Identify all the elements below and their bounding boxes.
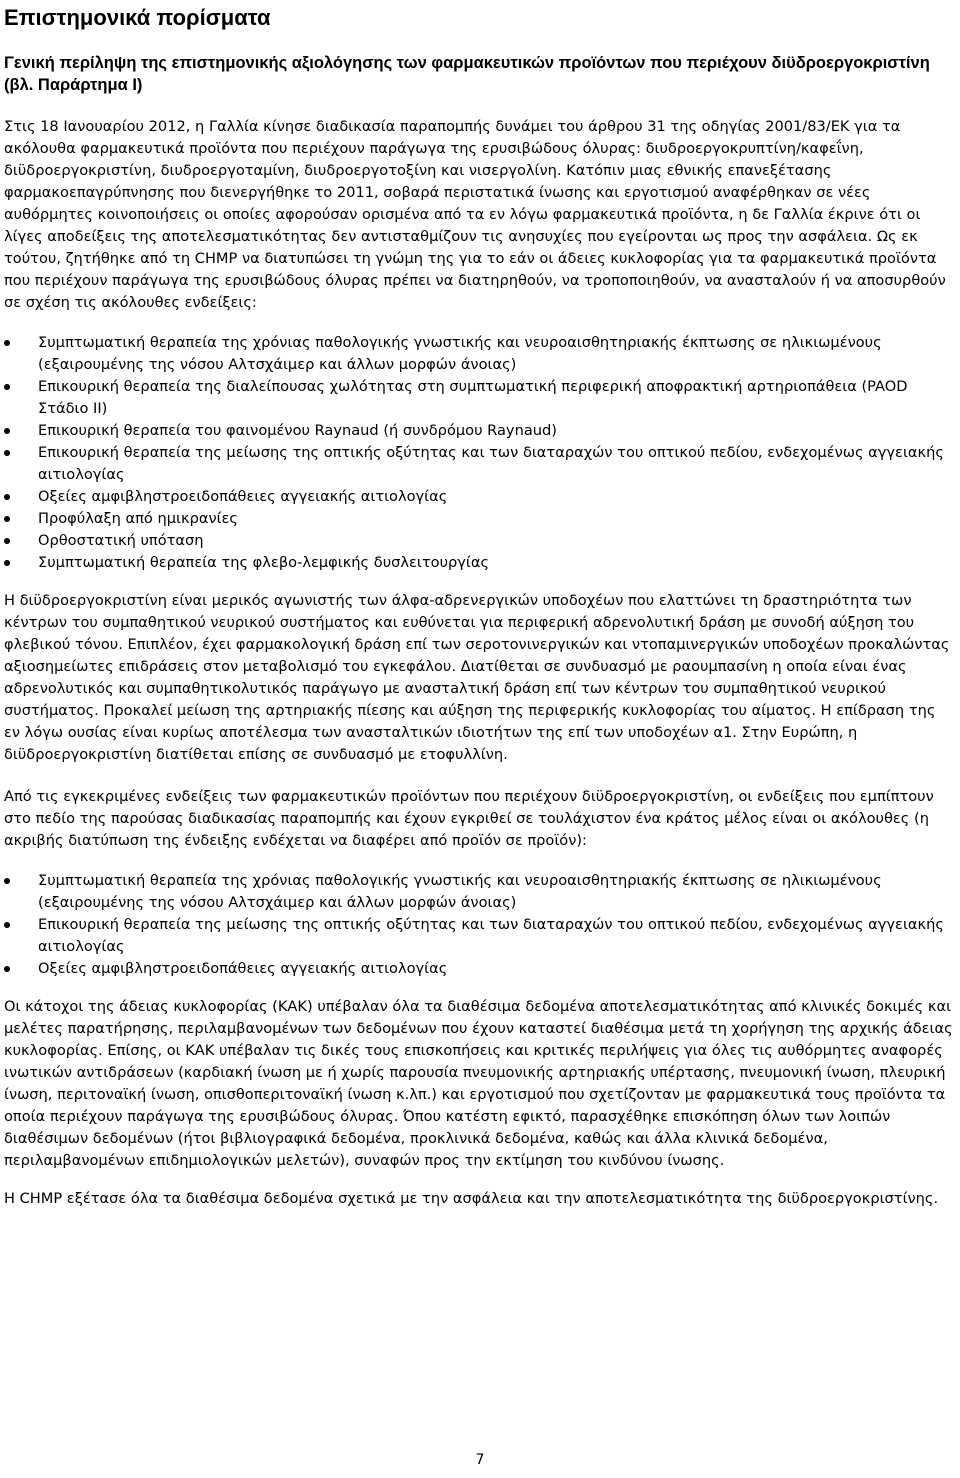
bullet-icon <box>4 494 10 500</box>
list-item <box>4 552 954 574</box>
section-subheading: Γενική περίληψη της επιστημονικής αξιολόγησης των φαρμακευτικών προϊόντων που περιέχουν διϋδροεργοκριστίνη (βλ. Παράρτημα Ι) <box>4 54 930 94</box>
bullet-icon <box>4 450 10 456</box>
mah-data-paragraph: Οι κάτοχοι της άδειας κυκλοφορίας (ΚΑΚ) υπέβαλαν όλα τα διαθέσιμα δεδομένα αποτελεσματικότητας από κλινικές δοκιμές και μελέτες παρατήρησης, περιλαμβανομένων των δεδομένων που έχουν καταστεί διαθέσιμα μετά τη χορήγηση της αρχικής άδειας κυκλοφορίας. Επίσης, οι ΚΑΚ υπέβαλαν τις δικές τους επισκοπήσεις και κριτικές περιλήψεις για όλες τις αυθόρμητες αναφορές ινωτικών αντιδράσεων (καρδιακή ίνωση με ή χωρίς παρουσία πνευμονικής αρτηριακής υπέρτασης, πνευμονική ίνωση, πλευρική ίνωση, περιτοναϊκή ίνωση, οπισθοπεριτοναϊκή ίνωση κ.λπ.) και εργοτισμού που σχετίζονταν με φαρμακευτικά τους προϊόντα τα οποία περιέχουν παράγωγα της ερυσιβώδους όλυρας. Όπου κατέστη εφικτό, παρασχέθηκε επισκόπηση όλων των λοιπών διαθέσιμων δεδομένων (ήτοι βιβλιογραφικά δεδομένα, προκλινικά δεδομένα, καθώς και άλλα κλινικά δεδομένα, περιλαμβανομένων επιδημιολογικών μελετών), συναφών προς την εκτίμηση του κινδύνου ίνωσης. <box>4 998 953 1169</box>
list-item <box>4 530 954 552</box>
bullet-icon <box>4 340 10 346</box>
page-number: 7 <box>475 1452 485 1468</box>
indications-list <box>4 332 954 574</box>
list-item-text: Ορθοστατική υπόταση <box>38 532 204 549</box>
list-item <box>4 958 954 980</box>
document-page <box>4 0 954 1210</box>
list-item-text: Επικουρική θεραπεία της μείωσης της οπτικής οξύτητας και των διαταραχών του οπτικού πεδίου, ενδεχομένως αγγειακής αιτιολογίας <box>38 444 944 483</box>
list-item-text: Προφύλαξη από ημικρανίες <box>38 510 238 527</box>
approved-indications-list <box>4 870 954 980</box>
bullet-icon <box>4 878 10 884</box>
approved-indications-paragraph: Από τις εγκεκριμένες ενδείξεις των φαρμακευτικών προϊόντων που περιέχουν διϋδροεργοκριστίνη, οι ενδείξεις που εμπίπτουν στο πεδίο της παρούσας διαδικασίας παραπομπής και έχουν εγκριθεί σε τουλάχιστον ένα κράτος μέλος είναι οι ακόλουθες (η ακριβής διατύπωση της ένδειξης ενδέχεται να διαφέρει από προϊόν σε προϊόν): <box>4 788 934 849</box>
list-item <box>4 420 954 442</box>
list-item <box>4 870 954 914</box>
list-item <box>4 332 954 376</box>
bullet-icon <box>4 428 10 434</box>
list-item <box>4 486 954 508</box>
chmp-paragraph: Η CHMP εξέτασε όλα τα διαθέσιμα δεδομένα σχετικά με την ασφάλεια και την αποτελεσματικότητα της διϋδροεργοκριστίνης. <box>4 1190 939 1207</box>
intro-paragraph: Στις 18 Ιανουαρίου 2012, η Γαλλία κίνησε διαδικασία παραπομπής δυνάμει του άρθρου 31 της οδηγίας 2001/83/ΕΚ για τα ακόλουθα φαρμακευτικά προϊόντα που περιέχουν παράγωγα της ερυσιβώδους όλυρας: διυδροεργοκρυπτίνη/καφεΐνη, διϋδροεργοκριστίνη, διυδροεργοταμίνη, διυδροεργοτοξίνη και νισεργολίνη. Κατόπιν μιας εθνικής επανεξέτασης φαρμακοεπαγρύπνησης που διενεργήθηκε το 2011, σοβαρά περιστατικά ίνωσης και εργοτισμού αναφέρθηκαν σε νέες αυθόρμητες κοινοποιήσεις οι οποίες αφορούσαν ορισμένα από τα εν λόγω φαρμακευτικά προϊόντα, η δε Γαλλία έκρινε ότι οι λίγες αποδείξεις της αποτελεσματικότητας δεν αντισταθμίζουν τις ανησυχίες που εγείρονται ως προς την ασφάλεια. Ως εκ τούτου, ζητήθηκε από τη CHMP να διατυπώσει τη γνώμη της για το εάν οι άδειες κυκλοφορίας για τα φαρμακευτικά προϊόντα που περιέχουν παράγωγα της ερυσιβώδους όλυρας πρέπει να διατηρηθούν, να τροποποιηθούν, να ανασταλούν ή να αποσυρθούν σε σχέση τις ακόλουθες ενδείξεις: <box>4 118 946 311</box>
list-item-text: Συμπτωματική θεραπεία της φλεβο-λεμφικής δυσλειτουργίας <box>38 554 490 571</box>
bullet-icon <box>4 560 10 566</box>
list-item-text: Οξείες αμφιβληστροειδοπάθειες αγγειακής αιτιολογίας <box>38 960 448 977</box>
list-item-text: Επικουρική θεραπεία της μείωσης της οπτικής οξύτητας και των διαταραχών του οπτικού πεδίου, ενδεχομένως αγγειακής αιτιολογίας <box>38 916 944 955</box>
bullet-icon <box>4 966 10 972</box>
list-item <box>4 914 954 958</box>
bullet-icon <box>4 538 10 544</box>
section-heading: Επιστημονικά πορίσματα <box>4 5 271 30</box>
bullet-icon <box>4 516 10 522</box>
bullet-icon <box>4 922 10 928</box>
list-item-text: Επικουρική θεραπεία του φαινομένου Raynaud (ή συνδρόμου Raynaud) <box>38 422 557 439</box>
pharmacology-paragraph: Η διϋδροεργοκριστίνη είναι μερικός αγωνιστής των άλφα-αδρενεργικών υποδοχέων που ελαττώνει τη δραστηριότητα των κέντρων του συμπαθητικού νευρικού συστήματος και ευθύνεται για περιφερική αδρενολυτική δράση με συνοδή αύξηση του φλεβικού τόνου. Επιπλέον, έχει φαρμακολογική δράση επί των σεροτονινεργικών και ντοπαμινεργικών υποδοχέων προκαλώντας αξιοσημείωτες επιδράσεις στον μεταβολισμό του εγκεφάλου. Διατίθεται σε συνδυασμό με ραουμπασίνη η οποία είναι ένας αδρενολυτικός και συμπαθητικολυτικός παράγωγο με αναστaλτική δράση επί των κέντρων του συμπαθητικού νευρικού συστήματος. Προκαλεί μείωση της αρτηριακής πίεσης και αύξηση της περιφερικής κυκλοφορίας του αίματος. Η επίδραση της εν λόγω ουσίας είναι κυρίως αποτέλεσμα των ανασταλτικών ιδιοτήτων της επί των υποδοχέων α1. Στην Ευρώπη, η διϋδροεργοκριστίνη διατίθεται επίσης σε συνδυασμό με ετοφυλλίνη. <box>4 592 950 763</box>
list-item-text: Οξείες αμφιβληστροειδοπάθειες αγγειακής αιτιολογίας <box>38 488 448 505</box>
list-item-text: Συμπτωματική θεραπεία της χρόνιας παθολογικής γνωστικής και νευροαισθητηριακής έκπτωσης σε ηλικιωμένους (εξαιρουμένης της νόσου Αλτσχάιμερ και άλλων μορφών άνοιας) <box>38 872 882 911</box>
list-item-text: Επικουρική θεραπεία της διαλείπουσας χωλότητας στη συμπτωματική περιφερική αποφρακτική αρτηριοπάθεια (PAOD Στάδιο ΙΙ) <box>38 378 908 417</box>
list-item <box>4 508 954 530</box>
bullet-icon <box>4 384 10 390</box>
list-item <box>4 376 954 420</box>
list-item <box>4 442 954 486</box>
list-item-text: Συμπτωματική θεραπεία της χρόνιας παθολογικής γνωστικής και νευροαισθητηριακής έκπτωσης σε ηλικιωμένους (εξαιρουμένης της νόσου Αλτσχάιμερ και άλλων μορφών άνοιας) <box>38 334 882 373</box>
